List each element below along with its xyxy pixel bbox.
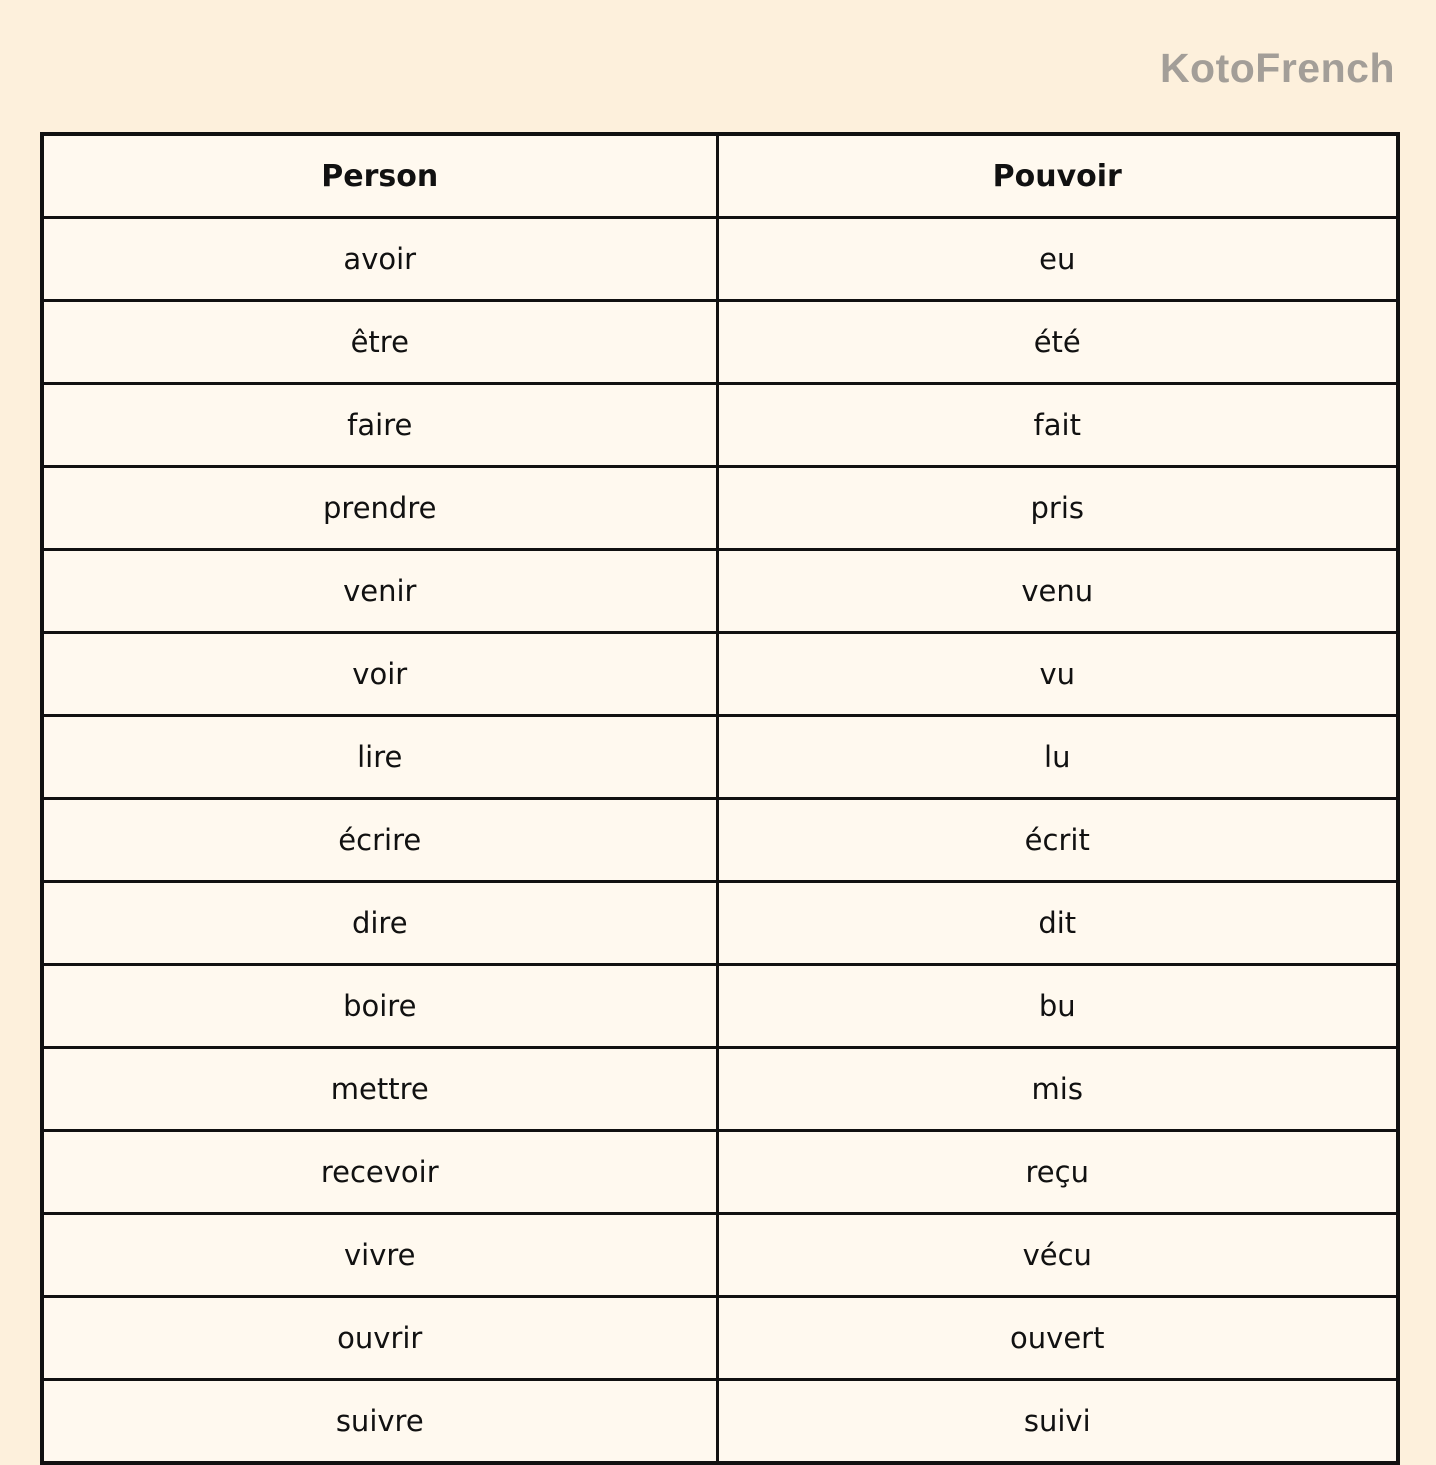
- participle-cell: dit: [717, 882, 1398, 965]
- infinitive-cell: suivre: [42, 1380, 717, 1464]
- participle-cell: eu: [717, 218, 1398, 301]
- infinitive-cell: prendre: [42, 467, 717, 550]
- infinitive-cell: boire: [42, 965, 717, 1048]
- table-row: [42, 882, 1398, 965]
- table-row: [42, 1380, 1398, 1464]
- participle-cell: fait: [717, 384, 1398, 467]
- table-row: [42, 550, 1398, 633]
- participle-cell: bu: [717, 965, 1398, 1048]
- infinitive-cell: écrire: [42, 799, 717, 882]
- table-row: [42, 965, 1398, 1048]
- participle-cell: mis: [717, 1048, 1398, 1131]
- table-row: [42, 1048, 1398, 1131]
- table-row: [42, 799, 1398, 882]
- verb-table: [40, 132, 1400, 1465]
- infinitive-cell: vivre: [42, 1214, 717, 1297]
- infinitive-cell: faire: [42, 384, 717, 467]
- table-header-row: [42, 134, 1398, 218]
- infinitive-cell: recevoir: [42, 1131, 717, 1214]
- table-row: [42, 633, 1398, 716]
- infinitive-cell: lire: [42, 716, 717, 799]
- infinitive-cell: être: [42, 301, 717, 384]
- participle-cell: été: [717, 301, 1398, 384]
- infinitive-cell: venir: [42, 550, 717, 633]
- participle-cell: vu: [717, 633, 1398, 716]
- table-row: [42, 301, 1398, 384]
- infinitive-cell: dire: [42, 882, 717, 965]
- infinitive-cell: voir: [42, 633, 717, 716]
- table-row: [42, 1297, 1398, 1380]
- participle-cell: vécu: [717, 1214, 1398, 1297]
- table-row: [42, 384, 1398, 467]
- column-header-person: Person: [42, 134, 717, 218]
- infinitive-cell: avoir: [42, 218, 717, 301]
- column-header-pouvoir: Pouvoir: [717, 134, 1398, 218]
- infinitive-cell: mettre: [42, 1048, 717, 1131]
- table-row: [42, 218, 1398, 301]
- table-row: [42, 467, 1398, 550]
- participle-cell: ouvert: [717, 1297, 1398, 1380]
- participle-cell: suivi: [717, 1380, 1398, 1464]
- participle-cell: reçu: [717, 1131, 1398, 1214]
- table-row: [42, 716, 1398, 799]
- brand-logo: KotoFrench: [1159, 45, 1395, 91]
- participle-cell: lu: [717, 716, 1398, 799]
- participle-cell: venu: [717, 550, 1398, 633]
- table-row: [42, 1214, 1398, 1297]
- table-row: [42, 1131, 1398, 1214]
- infinitive-cell: ouvrir: [42, 1297, 717, 1380]
- participle-cell: écrit: [717, 799, 1398, 882]
- participle-cell: pris: [717, 467, 1398, 550]
